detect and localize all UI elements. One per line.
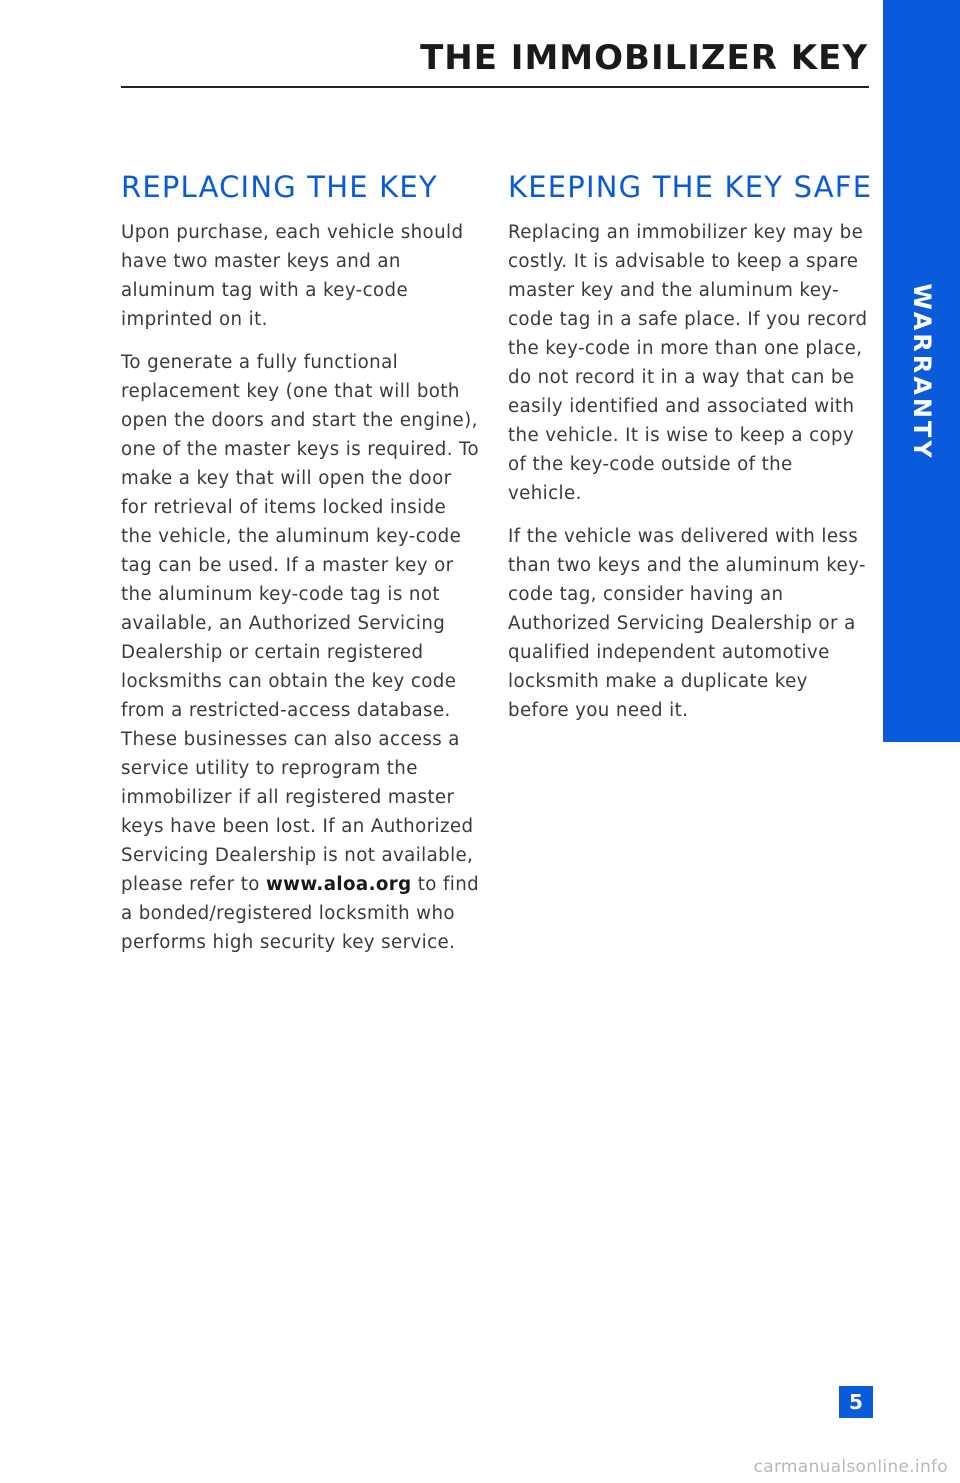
paragraph: Upon purchase, each vehicle should have two master keys and an aluminum tag with a key-code imprinted on it. <box>121 222 464 330</box>
paragraph-with-link <box>121 348 483 957</box>
replacing-the-key-section <box>121 170 483 971</box>
aloa-link[interactable]: www.aloa.org <box>265 874 412 895</box>
section-tab-label: WARRANTY <box>907 283 936 461</box>
section-tab-warranty <box>883 0 960 742</box>
page-title: THE IMMOBILIZER KEY <box>420 38 868 78</box>
paragraph: If the vehicle was delivered with less than two keys and the aluminum key-code tag, consider having an Authorized Servicing Dealership or a qualified independent automotive locksmith make a duplicate key before you need it. <box>508 526 866 721</box>
section-heading-replacing: REPLACING THE KEY <box>121 170 438 204</box>
page-number: 5 <box>839 1386 873 1418</box>
paragraph: Replacing an immobilizer key may be costly. It is advisable to keep a spare master key and the aluminum key-code tag in a safe place. If you record the key-code in more than one place, do not record it in a way that can be easily identified and associated with the vehicle. It is wise to keep a copy of the key-code outside of the vehicle. <box>508 222 868 504</box>
paragraph-text: To generate a fully functional replacement key (one that will both open the doors and start the engine), one of the master keys is required. To make a key that will open the door for retrieval of items locked inside the vehicle, the aluminum key-code tag can be used. If a master key or the aluminum key-code tag is not available, an Authorized Servicing Dealership or certain registered locksmiths can obtain the key code from a restricted-access database. These businesses can also access a service utility to reprogram the immobilizer if all registered master keys have been lost. If an Authorized Servicing Dealership is not available, please refer to <box>121 352 479 895</box>
paragraph-text: to find a bonded/registered locksmith who performs high security key service. <box>121 874 480 953</box>
watermark: carmanualsonline.info <box>753 1457 948 1477</box>
section-heading-keeping-safe: KEEPING THE KEY SAFE <box>508 170 873 204</box>
title-divider <box>121 86 869 88</box>
keeping-the-key-safe-section <box>508 170 873 739</box>
